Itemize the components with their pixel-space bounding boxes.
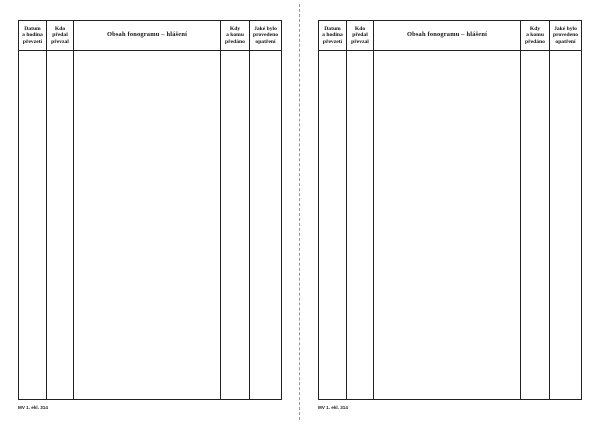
column-header-datum: Datum a hodina převzetí xyxy=(19,21,47,51)
cell-datum xyxy=(319,51,347,400)
column-header-opatreni: Jaké bylo provedeno opatření xyxy=(250,21,282,51)
cell-opatreni xyxy=(250,51,282,400)
cell-kdy xyxy=(521,51,550,400)
cell-kdo xyxy=(347,51,374,400)
column-header-kdo: Kdo předal převzal xyxy=(47,21,74,51)
form-code: MV 1. ekl. 314 xyxy=(18,405,48,410)
cell-datum xyxy=(19,51,47,400)
cell-kdo xyxy=(47,51,74,400)
table-header-row xyxy=(319,21,582,51)
cell-kdy xyxy=(221,51,250,400)
column-header-opatreni: Jaké bylo provedeno opatření xyxy=(550,21,582,51)
cell-obsah xyxy=(374,51,521,400)
fonogram-table xyxy=(318,20,582,400)
column-header-datum: Datum a hodina převzetí xyxy=(319,21,347,51)
table-body-row xyxy=(19,51,282,400)
cell-opatreni xyxy=(550,51,582,400)
column-header-kdy: Kdy a komu předáno xyxy=(221,21,250,51)
form-page-right xyxy=(300,0,600,424)
table-body-row xyxy=(319,51,582,400)
column-header-kdy: Kdy a komu předáno xyxy=(521,21,550,51)
table-header-row xyxy=(19,21,282,51)
column-header-kdo: Kdo předal převzal xyxy=(347,21,374,51)
form-code: MV 1. ekl. 314 xyxy=(318,405,348,410)
column-header-obsah: Obsah fonogramu – hlášení xyxy=(374,21,521,51)
cell-obsah xyxy=(74,51,221,400)
fonogram-table xyxy=(18,20,282,400)
column-header-obsah: Obsah fonogramu – hlášení xyxy=(74,21,221,51)
